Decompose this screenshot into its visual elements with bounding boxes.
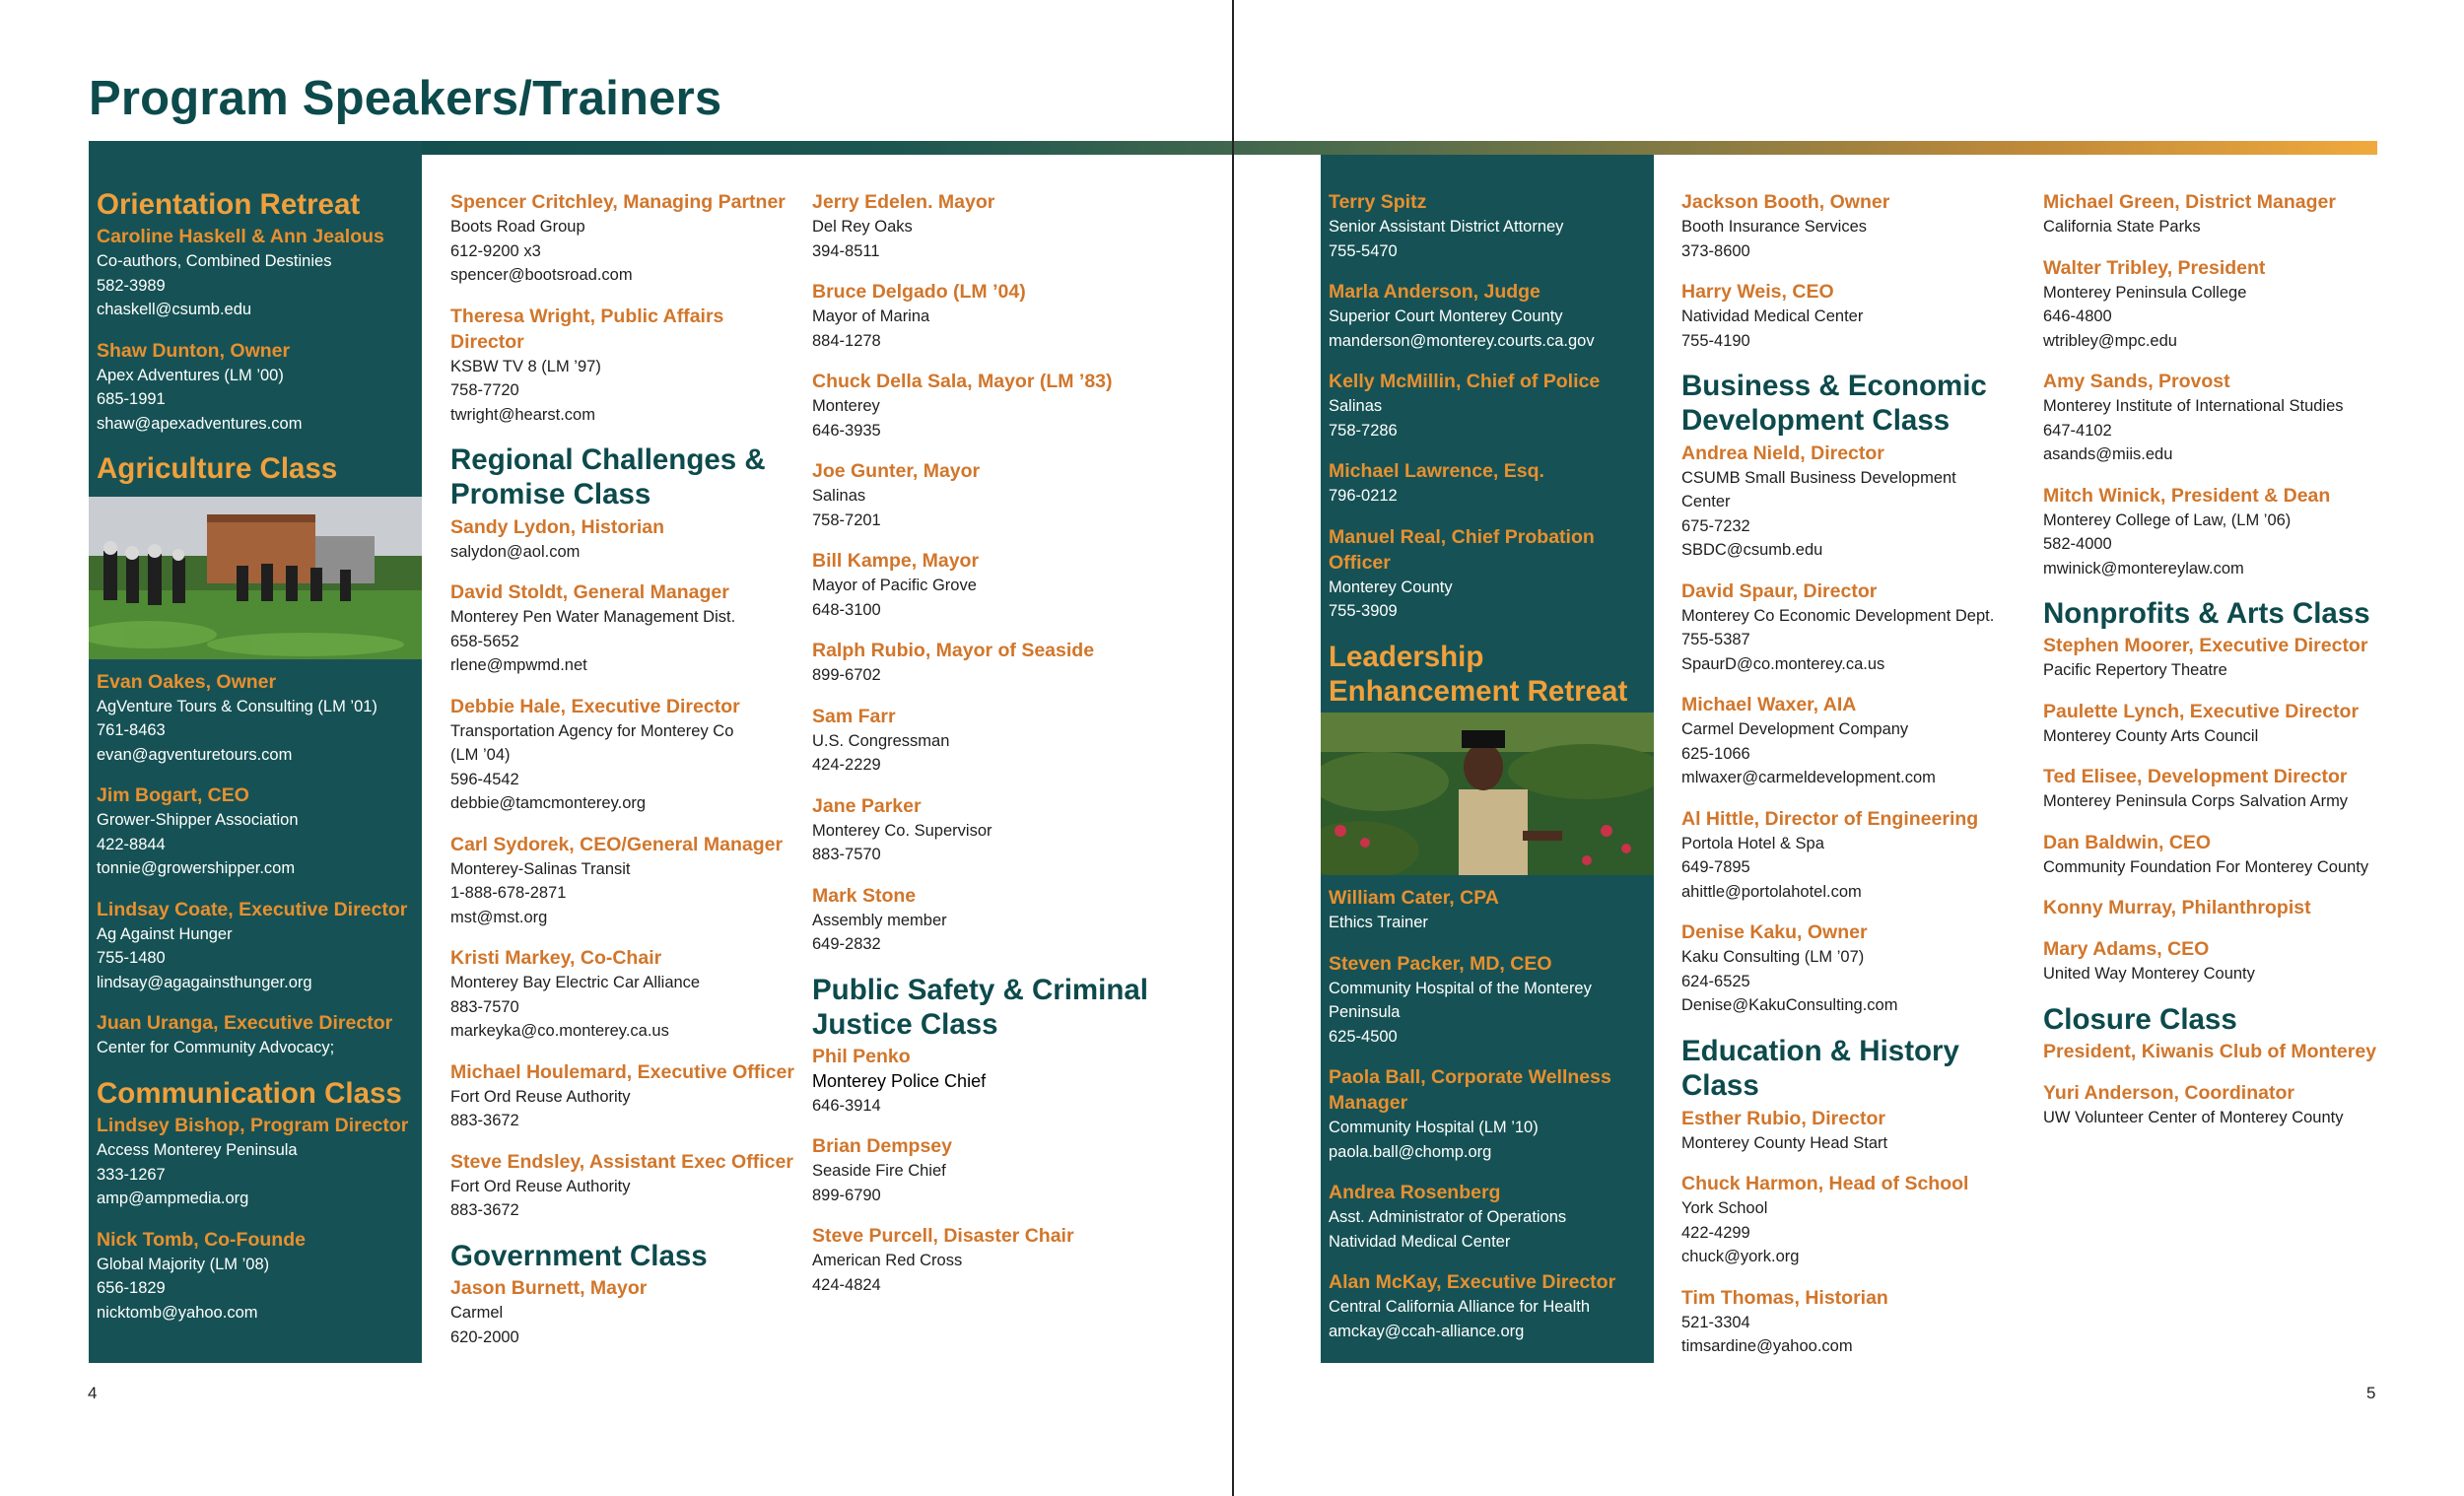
contact-entry	[812, 1133, 1177, 1207]
entry-name: Lindsey Bishop, Program Director	[97, 1115, 409, 1137]
entry-line: rlene@mpwmd.net	[450, 656, 587, 675]
entry-name: Yuri Anderson, Coordinator	[2043, 1082, 2294, 1105]
farm-workers-photo-icon	[89, 497, 422, 659]
contact-entry	[1681, 1285, 2026, 1359]
entry-line: 685-1991	[97, 390, 166, 409]
entry-line: Boots Road Group	[450, 218, 585, 236]
entry-name: Juan Uranga, Executive Director	[97, 1012, 393, 1035]
entry-name: Marla Anderson, Judge	[1329, 281, 1540, 303]
entry-name: Michael Green, District Manager	[2043, 191, 2336, 213]
entry-line: 675-7232	[1681, 516, 1750, 535]
entries-regional	[450, 514, 795, 1223]
contact-entry	[450, 945, 795, 1044]
entry-line: Natividad Medical Center	[1681, 307, 1864, 325]
entry-line: Salinas	[812, 487, 866, 505]
entry-line: KSBW TV 8 (LM ’97)	[450, 357, 601, 375]
entry-name: Sandy Lydon, Historian	[450, 515, 665, 538]
entry-name: Esther Rubio, Director	[1681, 1107, 1885, 1129]
entry-line: 758-7201	[812, 510, 881, 529]
contact-entry	[2043, 699, 2408, 749]
entry-line: 755-3909	[1329, 602, 1398, 620]
entry-name: Mitch Winick, President & Dean	[2043, 484, 2331, 507]
contact-entry	[812, 369, 1177, 442]
entry-name: Mark Stone	[812, 884, 917, 907]
entry-line: Monterey Co Economic Development Dept.	[1681, 606, 1995, 625]
contact-entry	[97, 669, 418, 768]
entry-name: Alan McKay, Executive Director	[1329, 1271, 1616, 1294]
leadership-photo	[1321, 713, 1654, 875]
entry-line: Monterey Institute of International Studies	[2043, 397, 2344, 415]
entry-line: nicktomb@yahoo.com	[97, 1303, 258, 1322]
contact-entry	[97, 1113, 418, 1211]
entry-line: Kaku Consulting (LM ’07)	[1681, 948, 1865, 967]
section-title-nonprofits: Nonprofits & Arts Class	[2043, 597, 2370, 630]
entry-line: SBDC@csumb.edu	[1681, 541, 1823, 560]
section-title-public-safety: Public Safety & Criminal Justice Class	[812, 973, 1148, 1041]
entry-name: Steve Purcell, Disaster Chair	[812, 1225, 1074, 1248]
contact-entry	[2043, 189, 2408, 239]
entry-line: evan@agventuretours.com	[97, 745, 293, 764]
entry-line: paola.ball@chomp.org	[1329, 1142, 1492, 1161]
cadet-garden-photo-icon	[1321, 713, 1654, 875]
entry-line: 899-6790	[812, 1186, 881, 1204]
entry-line: Community Hospital of the Monterey	[1329, 979, 1592, 997]
entry-name: Evan Oakes, Owner	[97, 670, 277, 693]
entry-line: 883-7570	[812, 846, 881, 863]
entries-c4-top	[1329, 189, 1650, 624]
section-title-agriculture: Agriculture Class	[97, 452, 338, 486]
entries-business	[1681, 441, 2026, 1018]
entries-c3-top	[812, 189, 1177, 957]
entry-line: 883-3672	[450, 1201, 519, 1220]
contact-entry	[1329, 1269, 1650, 1343]
contact-entry	[812, 883, 1177, 957]
agriculture-photo	[89, 497, 422, 659]
entry-line: Access Monterey Peninsula	[97, 1141, 298, 1160]
contact-entry	[2043, 895, 2408, 920]
entry-name: Jim Bogart, CEO	[97, 784, 249, 807]
entry-name: President, Kiwanis Club of Monterey	[2043, 1041, 2377, 1063]
entry-line: Mayor of Marina	[812, 307, 930, 325]
entry-name: Chuck Della Sala, Mayor (LM ’83)	[812, 371, 1113, 392]
entry-line: UW Volunteer Center of Monterey County	[2043, 1109, 2344, 1127]
contact-entry	[1681, 692, 2026, 790]
entry-line: 1-888-678-2871	[450, 884, 567, 903]
entries-education	[1681, 1106, 2026, 1359]
entry-line: Seaside Fire Chief	[812, 1162, 946, 1181]
entry-line: Carmel Development Company	[1681, 720, 1909, 739]
entry-name: Konny Murray, Philanthropist	[2043, 897, 2311, 919]
entry-line: Transportation Agency for Monterey Co	[450, 721, 734, 740]
entries-government	[450, 1275, 795, 1349]
contact-entry	[2043, 483, 2408, 581]
entry-line: 755-5387	[1681, 631, 1750, 649]
section-title-leadership: Leadership Enhancement Retreat	[1329, 640, 1628, 708]
contact-entry	[812, 279, 1177, 353]
entry-line: Carmel	[450, 1304, 504, 1323]
contact-entry	[1681, 919, 2026, 1018]
contact-entry	[1681, 279, 2026, 353]
entry-line: Monterey Peninsula Corps Salvation Army	[2043, 792, 2349, 811]
entry-name: Kelly McMillin, Chief of Police	[1329, 371, 1601, 392]
entry-name: Michael Waxer, AIA	[1681, 694, 1857, 716]
entry-line: 646-3935	[812, 421, 881, 440]
contact-entry	[450, 1275, 795, 1349]
entry-name: Jason Burnett, Mayor	[450, 1277, 648, 1300]
entry-name: Joe Gunter, Mayor	[812, 460, 981, 482]
entry-line: 796-0212	[1329, 487, 1398, 505]
entry-name: Ted Elisee, Development Director	[2043, 766, 2348, 788]
contact-entry	[1329, 279, 1650, 353]
contact-entry	[97, 782, 418, 881]
entry-line: Co-authors, Combined Destinies	[97, 252, 332, 271]
contact-entry	[1681, 578, 2026, 677]
entry-name: Amy Sands, Provost	[2043, 371, 2230, 392]
column-2	[450, 189, 795, 1365]
contact-entry	[2043, 1080, 2408, 1130]
entry-line: mlwaxer@carmeldevelopment.com	[1681, 769, 1936, 787]
entry-line: Monterey County Arts Council	[2043, 726, 2259, 745]
entry-line: Monterey Co. Supervisor	[812, 821, 992, 840]
section-title-communication: Communication Class	[97, 1076, 402, 1110]
contact-entry	[1329, 189, 1650, 263]
entry-line: 758-7286	[1329, 421, 1398, 440]
contact-entry	[450, 1059, 795, 1133]
entry-line: 884-1278	[812, 331, 881, 350]
page-title: Program Speakers/Trainers	[89, 72, 722, 125]
entry-name: Jackson Booth, Owner	[1681, 191, 1890, 213]
entry-name: David Stoldt, General Manager	[450, 581, 729, 604]
contact-entry	[1329, 524, 1650, 624]
entry-line: Center for Community Advocacy;	[97, 1039, 335, 1057]
contact-entry	[1329, 458, 1650, 509]
entry-line: 649-2832	[812, 935, 881, 953]
entry-name: Phil Penko	[812, 1046, 911, 1068]
entry-line: debbie@tamcmonterey.org	[450, 794, 647, 813]
entry-line: amckay@ccah-alliance.org	[1329, 1322, 1525, 1340]
entry-line: Center	[1681, 493, 1731, 511]
contact-entry	[812, 638, 1177, 688]
entry-name: Paulette Lynch, Executive Director	[2043, 700, 2360, 722]
entry-line: timsardine@yahoo.com	[1681, 1337, 1853, 1356]
entry-line: tonnie@growershipper.com	[97, 859, 296, 878]
contact-entry	[97, 897, 418, 995]
entry-line: 333-1267	[97, 1165, 166, 1184]
entry-line: Superior Court Monterey County	[1329, 307, 1563, 325]
entry-line: 648-3100	[812, 600, 881, 619]
entry-line: Ethics Trainer	[1329, 914, 1428, 932]
entry-line: spencer@bootsroad.com	[450, 266, 633, 284]
entry-line: U.S. Congressman	[812, 731, 950, 750]
entries-c2-top	[450, 189, 795, 427]
entry-name: Michael Lawrence, Esq.	[1329, 460, 1544, 482]
entries-agriculture	[97, 669, 418, 1060]
contact-entry	[1329, 951, 1650, 1050]
entry-name: Caroline Haskell & Ann Jealous	[97, 226, 384, 248]
entry-name: Steven Packer, MD, CEO	[1329, 952, 1552, 975]
entry-line: salydon@aol.com	[450, 542, 581, 561]
entry-line: 596-4542	[450, 770, 519, 788]
contact-entry	[1681, 1106, 2026, 1156]
section-title-closure: Closure Class	[2043, 1002, 2237, 1036]
entry-name: Bill Kampe, Mayor	[812, 550, 980, 572]
entry-line: 394-8511	[812, 241, 880, 260]
entry-line: 883-7570	[450, 997, 519, 1016]
contact-entry	[97, 1010, 418, 1060]
entry-line: 422-4299	[1681, 1223, 1750, 1242]
entry-line: SpaurD@co.monterey.ca.us	[1681, 654, 1885, 673]
contact-entry	[450, 189, 795, 288]
entry-line: wtribley@mpc.edu	[2043, 331, 2177, 350]
entry-line: 646-3914	[812, 1096, 881, 1115]
column-3	[812, 189, 1177, 1313]
entry-line: 424-2229	[812, 756, 881, 774]
entry-line: Apex Adventures (LM ’00)	[97, 366, 284, 384]
entry-line: Asst. Administrator of Operations	[1329, 1208, 1567, 1227]
entry-line: Del Rey Oaks	[812, 218, 913, 236]
contact-entry	[450, 694, 795, 816]
entry-line: Central California Alliance for Health	[1329, 1298, 1591, 1317]
entry-line: shaw@apexadventures.com	[97, 414, 303, 433]
entry-line: ahittle@portolahotel.com	[1681, 882, 1862, 901]
entry-line: Monterey County Head Start	[1681, 1133, 1888, 1152]
entry-name: David Spaur, Director	[1681, 579, 1878, 602]
entry-line: 646-4800	[2043, 307, 2112, 325]
column-6	[2043, 189, 2408, 1146]
entry-name: Jerry Edelen. Mayor	[812, 191, 995, 213]
page-number-left: 4	[88, 1384, 98, 1402]
entry-name: Lindsay Coate, Executive Director	[97, 898, 408, 920]
column-4	[1329, 189, 1650, 1359]
entry-name: Andrea Nield, Director	[1681, 442, 1884, 464]
entry-name: Ralph Rubio, Mayor of Seaside	[812, 640, 1095, 661]
entries-nonprofits	[2043, 633, 2408, 986]
entry-line: 422-8844	[97, 835, 166, 853]
entries-c6-top	[2043, 189, 2408, 580]
entry-line: 424-4824	[812, 1275, 881, 1294]
entry-line: Monterey	[812, 397, 880, 415]
entry-line: Fort Ord Reuse Authority	[450, 1177, 631, 1195]
entry-name: Sam Farr	[812, 705, 896, 727]
entry-name: Andrea Rosenberg	[1329, 1182, 1501, 1204]
entry-name: Shaw Dunton, Owner	[97, 339, 291, 362]
contact-entry	[97, 1227, 418, 1326]
contact-entry	[2043, 764, 2408, 814]
entry-line: Global Majority (LM ’08)	[97, 1255, 270, 1273]
entry-line: twright@hearst.com	[450, 405, 595, 424]
entry-name: Tim Thomas, Historian	[1681, 1286, 1888, 1309]
section-title-regional: Regional Challenges & Promise Class	[450, 443, 766, 511]
entries-orientation	[97, 224, 418, 436]
contact-entry	[1681, 441, 2026, 563]
entries-leadership	[1329, 885, 1650, 1343]
contact-entry	[812, 458, 1177, 532]
entry-line: 612-9200 x3	[450, 241, 541, 260]
entry-name: Denise Kaku, Owner	[1681, 921, 1868, 944]
entry-line: York School	[1681, 1199, 1768, 1218]
contact-entry	[450, 514, 795, 565]
entry-name: Terry Spitz	[1329, 191, 1427, 213]
contact-entry	[450, 1149, 795, 1223]
entry-line: Community Hospital (LM ’10)	[1329, 1119, 1539, 1137]
column-5	[1681, 189, 2026, 1375]
entries-c5-top	[1681, 189, 2026, 353]
entry-name: Bruce Delgado (LM ’04)	[812, 281, 1026, 303]
contact-entry	[2043, 936, 2408, 986]
entries-communication	[97, 1113, 418, 1325]
entry-line: chaskell@csumb.edu	[97, 301, 252, 319]
entry-line: AgVenture Tours & Consulting (LM ’01)	[97, 697, 377, 715]
entry-line: Assembly member	[812, 911, 947, 929]
entry-line: 755-1480	[97, 949, 166, 968]
entries-public-safety	[812, 1133, 1177, 1297]
contact-entry	[2043, 255, 2408, 354]
entry-name: Theresa Wright, Public Affairs Director	[450, 305, 724, 353]
contact-entry	[2043, 369, 2408, 467]
entry-line: Booth Insurance Services	[1681, 218, 1868, 236]
entry-line: Pacific Repertory Theatre	[2043, 661, 2227, 680]
entry-line: United Way Monterey County	[2043, 965, 2255, 984]
entry-line: Monterey Police Chief	[812, 1071, 987, 1092]
entry-line: (LM ’04)	[450, 746, 511, 765]
entry-line: CSUMB Small Business Development	[1681, 468, 1956, 487]
entry-line: 582-4000	[2043, 535, 2112, 553]
entry-line: Salinas	[1329, 397, 1383, 415]
entry-line: Grower-Shipper Association	[97, 811, 299, 830]
entry-line: Fort Ord Reuse Authority	[450, 1087, 631, 1106]
entry-name: Stephen Moorer, Executive Director	[2043, 635, 2368, 657]
entry-line: 625-4500	[1329, 1027, 1398, 1046]
contact-entry	[1329, 885, 1650, 935]
entry-line: Community Foundation For Monterey County	[2043, 857, 2369, 876]
entry-line: Monterey College of Law, (LM ’06)	[2043, 510, 2292, 529]
contact-entry	[450, 832, 795, 930]
entry-line: 521-3304	[1681, 1313, 1750, 1331]
contact-entry	[1329, 369, 1650, 442]
entry-name: Spencer Critchley, Managing Partner	[450, 191, 786, 213]
entry-line: Portola Hotel & Spa	[1681, 834, 1824, 852]
section-title-education: Education & History Class	[1681, 1034, 1959, 1103]
entry-line: Monterey Pen Water Management Dist.	[450, 608, 736, 627]
entry-line: Senior Assistant District Attorney	[1329, 218, 1564, 236]
entry-line: 658-5652	[450, 632, 519, 650]
contact-entry	[1329, 1064, 1650, 1164]
entry-name: Jane Parker	[812, 794, 922, 817]
entry-line: Monterey Peninsula College	[2043, 283, 2247, 302]
entry-line: 620-2000	[450, 1327, 519, 1346]
entry-name: Michael Houlemard, Executive Officer	[450, 1060, 794, 1083]
entry-name: Debbie Hale, Executive Director	[450, 695, 740, 717]
section-title-government: Government Class	[450, 1239, 708, 1272]
entry-line: Ag Against Hunger	[97, 924, 233, 943]
entry-line: 899-6702	[812, 666, 881, 684]
entry-line: 625-1066	[1681, 744, 1750, 763]
contact-entry	[97, 224, 418, 322]
entry-line: 883-3672	[450, 1112, 519, 1130]
entry-line: 582-3989	[97, 276, 166, 295]
entry-name: Steve Endsley, Assistant Exec Officer	[450, 1150, 793, 1173]
entry-line: mwinick@montereylaw.com	[2043, 559, 2244, 578]
entry-name: Al Hittle, Director of Engineering	[1681, 807, 1979, 830]
contact-entry	[1681, 1171, 2026, 1269]
entry-name: Mary Adams, CEO	[2043, 938, 2210, 961]
entry-line: Monterey-Salinas Transit	[450, 859, 631, 878]
entry-name: Dan Baldwin, CEO	[2043, 831, 2212, 853]
contact-entry	[2043, 633, 2408, 683]
entry-phil-penko	[812, 1044, 1177, 1118]
entry-line: Peninsula	[1329, 1003, 1401, 1022]
page-number-right: 5	[2366, 1384, 2376, 1402]
entry-line: 656-1829	[97, 1279, 166, 1298]
contact-entry	[2043, 1039, 2408, 1064]
entry-name: Brian Dempsey	[812, 1135, 952, 1158]
entry-line: Denise@KakuConsulting.com	[1681, 996, 1898, 1015]
contact-entry	[97, 338, 418, 437]
entry-name: Harry Weis, CEO	[1681, 281, 1834, 303]
contact-entry	[2043, 830, 2408, 880]
entry-line: Mayor of Pacific Grove	[812, 577, 977, 594]
entry-line: lindsay@agagainsthunger.org	[97, 973, 312, 991]
entry-line: asands@miis.edu	[2043, 445, 2173, 463]
entry-line: mst@mst.org	[450, 908, 548, 926]
contact-entry	[1681, 189, 2026, 263]
contact-entry	[812, 1223, 1177, 1297]
entry-line: amp@ampmedia.org	[97, 1190, 249, 1208]
entry-name: Walter Tribley, President	[2043, 256, 2266, 279]
entry-name: Carl Sydorek, CEO/General Manager	[450, 833, 784, 855]
entry-line: American Red Cross	[812, 1252, 963, 1270]
entry-line: Monterey County	[1329, 578, 1453, 596]
entry-name: Manuel Real, Chief Probation Officer	[1329, 525, 1595, 574]
contact-entry	[812, 793, 1177, 867]
entry-line: 755-4190	[1681, 331, 1750, 350]
entry-line: Monterey Bay Electric Car Alliance	[450, 974, 701, 992]
entries-closure	[2043, 1039, 2408, 1130]
contact-entry	[812, 704, 1177, 778]
entry-name: Nick Tomb, Co-Founde	[97, 1228, 306, 1251]
contact-entry	[812, 548, 1177, 622]
entry-line: 755-5470	[1329, 241, 1398, 260]
entry-name: William Cater, CPA	[1329, 887, 1499, 910]
page-spine-divider	[1232, 0, 1234, 1496]
entry-name: Chuck Harmon, Head of School	[1681, 1173, 1969, 1195]
column-1	[97, 187, 418, 1340]
contact-entry	[450, 579, 795, 678]
contact-entry	[1681, 806, 2026, 905]
entry-line: markeyka@co.monterey.ca.us	[450, 1022, 669, 1041]
entry-name: Paola Ball, Corporate Wellness Manager	[1329, 1066, 1611, 1115]
entry-line: 649-7895	[1681, 858, 1750, 877]
entry-line: 647-4102	[2043, 421, 2112, 440]
entry-line: 624-6525	[1681, 972, 1750, 990]
entry-name: Kristi Markey, Co-Chair	[450, 947, 662, 970]
entry-line: manderson@monterey.courts.ca.gov	[1329, 331, 1595, 350]
section-title-business: Business & Economic Development Class	[1681, 370, 1987, 438]
entry-line: California State Parks	[2043, 218, 2201, 236]
entry-line: chuck@york.org	[1681, 1248, 1800, 1266]
contact-entry	[812, 189, 1177, 263]
section-title-orientation: Orientation Retreat	[97, 188, 361, 221]
entry-line: 373-8600	[1681, 241, 1750, 260]
contact-entry	[1329, 1180, 1650, 1254]
contact-entry	[450, 304, 795, 428]
entry-line: Natividad Medical Center	[1329, 1232, 1511, 1251]
entry-line: 761-8463	[97, 721, 166, 740]
entry-line: 758-7720	[450, 381, 519, 399]
